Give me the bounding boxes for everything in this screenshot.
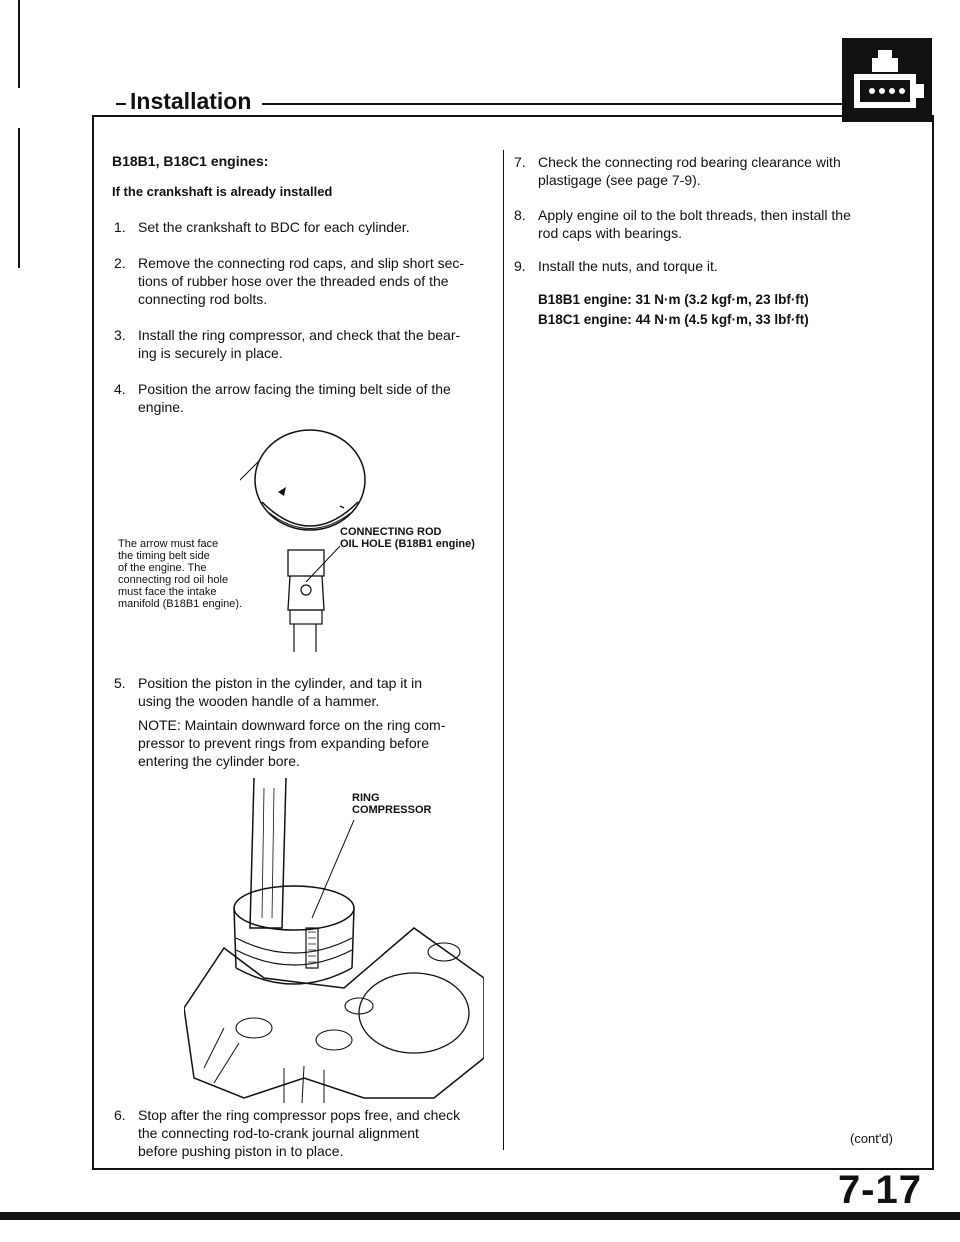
frame-top bbox=[92, 115, 934, 117]
frame-bottom bbox=[92, 1168, 934, 1170]
footer-bar bbox=[0, 1212, 960, 1220]
page-title: Installation bbox=[130, 88, 252, 114]
left-margin-line bbox=[18, 0, 20, 88]
torque-b18b1: B18B1 engine: 31 N·m (3.2 kgf·m, 23 lbf·ft) bbox=[538, 292, 809, 307]
condition-heading: If the crankshaft is already installed bbox=[112, 184, 333, 199]
frame-left bbox=[92, 115, 94, 1169]
torque-specs bbox=[538, 290, 928, 330]
figure1-caption: The arrow must face the timing belt side of the engine. The connecting rod oil hole must face the intake manifold (B18B1 engine). bbox=[118, 538, 243, 610]
page-number: 7-17 bbox=[837, 1168, 922, 1212]
continued-label: (cont'd) bbox=[850, 1131, 893, 1146]
header-rule-left bbox=[116, 103, 126, 105]
column-divider bbox=[503, 150, 504, 1150]
frame-right bbox=[932, 115, 934, 1169]
note: NOTE: Maintain downward force on the ring com- pressor to prevent rings from expanding before entering the cylinder bore. bbox=[138, 717, 446, 769]
engines-heading: B18B1, B18C1 engines: bbox=[112, 153, 269, 169]
ring-compressor-callout: RING COMPRESSOR bbox=[352, 792, 432, 816]
torque-b18c1: B18C1 engine: 44 N·m (4.5 kgf·m, 33 lbf·ft) bbox=[538, 312, 809, 327]
ring-compressor-figure bbox=[184, 778, 484, 1108]
engine-section-icon bbox=[842, 38, 932, 122]
left-margin-line-lower bbox=[18, 128, 20, 268]
header-rule bbox=[262, 103, 842, 105]
oil-hole-callout: CONNECTING ROD OIL HOLE (B18B1 engine) bbox=[340, 526, 475, 550]
